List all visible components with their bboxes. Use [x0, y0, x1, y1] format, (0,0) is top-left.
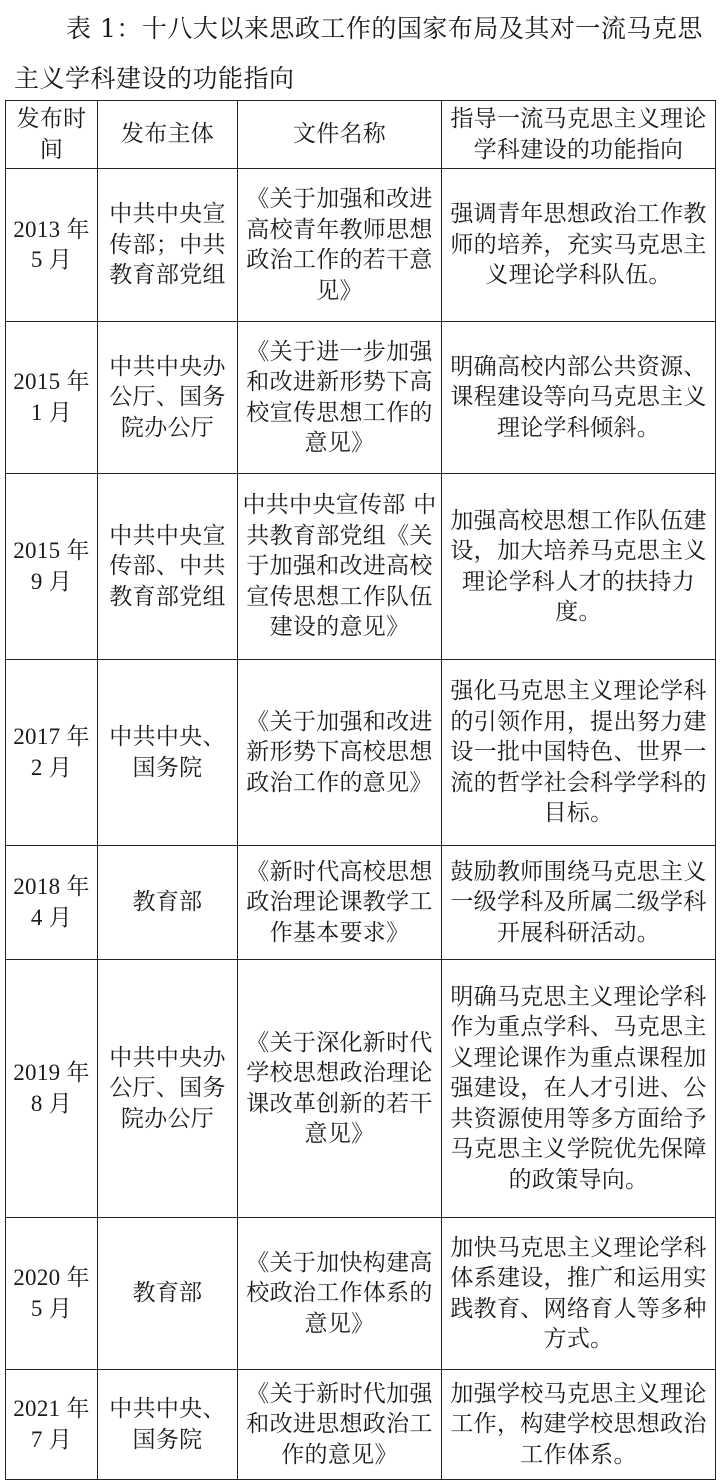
cell-date: 2020 年 5 月	[6, 1218, 98, 1370]
table-row	[6, 1370, 716, 1480]
cell-document: 《关于加强和改进高校青年教师思想政治工作的若干意见》	[238, 169, 442, 322]
cell-date: 2018 年 4 月	[6, 846, 98, 960]
cell-function: 明确马克思主义理论学科作为重点学科、马克思主义理论课作为重点课程加强建设，在人才引进、公共资源使用等多方面给予马克思主义学院优先保障的政策导向。	[442, 960, 716, 1218]
cell-date: 2015 年 9 月	[6, 474, 98, 660]
cell-function: 强化马克思主义理论学科的引领作用，提出努力建设一批中国特色、世界一流的哲学社会科学学科的目标。	[442, 660, 716, 846]
cell-issuer: 中共中央办公厅、国务院办公厅	[98, 960, 238, 1218]
cell-document: 《关于进一步加强和改进新形势下高校宣传思想工作的意见》	[238, 322, 442, 474]
cell-issuer: 中共中央宣传部、中共教育部党组	[98, 474, 238, 660]
cell-function: 加强高校思想工作队伍建设，加大培养马克思主义理论学科人才的扶持力度。	[442, 474, 716, 660]
cell-date: 2013 年 5 月	[6, 169, 98, 322]
cell-date: 2019 年 8 月	[6, 960, 98, 1218]
cell-date: 2017 年 2 月	[6, 660, 98, 846]
cell-issuer: 中共中央宣传部；中共教育部党组	[98, 169, 238, 322]
cell-issuer: 教育部	[98, 846, 238, 960]
table-row	[6, 660, 716, 846]
cell-function: 鼓励教师围绕马克思主义一级学科及所属二级学科开展科研活动。	[442, 846, 716, 960]
header-document: 文件名称	[238, 101, 442, 169]
cell-document: 中共中央宣传部 中共教育部党组《关于加强和改进高校宣传思想工作队伍建设的意见》	[238, 474, 442, 660]
policy-table	[5, 100, 716, 1480]
table-row	[6, 169, 716, 322]
cell-function: 加快马克思主义理论学科体系建设，推广和运用实践教育、网络育人等多种方式。	[442, 1218, 716, 1370]
table-row	[6, 1218, 716, 1370]
cell-function: 明确高校内部公共资源、课程建设等向马克思主义理论学科倾斜。	[442, 322, 716, 474]
cell-issuer: 中共中央、国务院	[98, 660, 238, 846]
cell-date: 2021 年 7 月	[6, 1370, 98, 1480]
table-row	[6, 322, 716, 474]
table-header	[6, 101, 716, 169]
cell-function: 加强学校马克思主义理论工作，构建学校思想政治工作体系。	[442, 1370, 716, 1480]
header-issuer: 发布主体	[98, 101, 238, 169]
header-date: 发布时间	[6, 101, 98, 169]
header-row	[6, 101, 716, 169]
cell-document: 《关于深化新时代学校思想政治理论课改革创新的若干意见》	[238, 960, 442, 1218]
cell-function: 强调青年思想政治工作教师的培养，充实马克思主义理论学科队伍。	[442, 169, 716, 322]
table-row	[6, 846, 716, 960]
cell-issuer: 教育部	[98, 1218, 238, 1370]
cell-issuer: 中共中央、国务院	[98, 1370, 238, 1480]
table-body	[6, 169, 716, 1480]
cell-document: 《新时代高校思想政治理论课教学工作基本要求》	[238, 846, 442, 960]
table-row	[6, 960, 716, 1218]
cell-document: 《关于加快构建高校政治工作体系的意见》	[238, 1218, 442, 1370]
cell-date: 2015 年 1 月	[6, 322, 98, 474]
cell-document: 《关于新时代加强和改进思想政治工作的意见》	[238, 1370, 442, 1480]
table-row	[6, 474, 716, 660]
cell-document: 《关于加强和改进新形势下高校思想政治工作的意见》	[238, 660, 442, 846]
header-function: 指导一流马克思主义理论学科建设的功能指向	[442, 101, 716, 169]
cell-issuer: 中共中央办公厅、国务院办公厅	[98, 322, 238, 474]
table-caption: 表 1：十八大以来思政工作的国家布局及其对一流马克思主义学科建设的功能指向	[14, 14, 703, 93]
